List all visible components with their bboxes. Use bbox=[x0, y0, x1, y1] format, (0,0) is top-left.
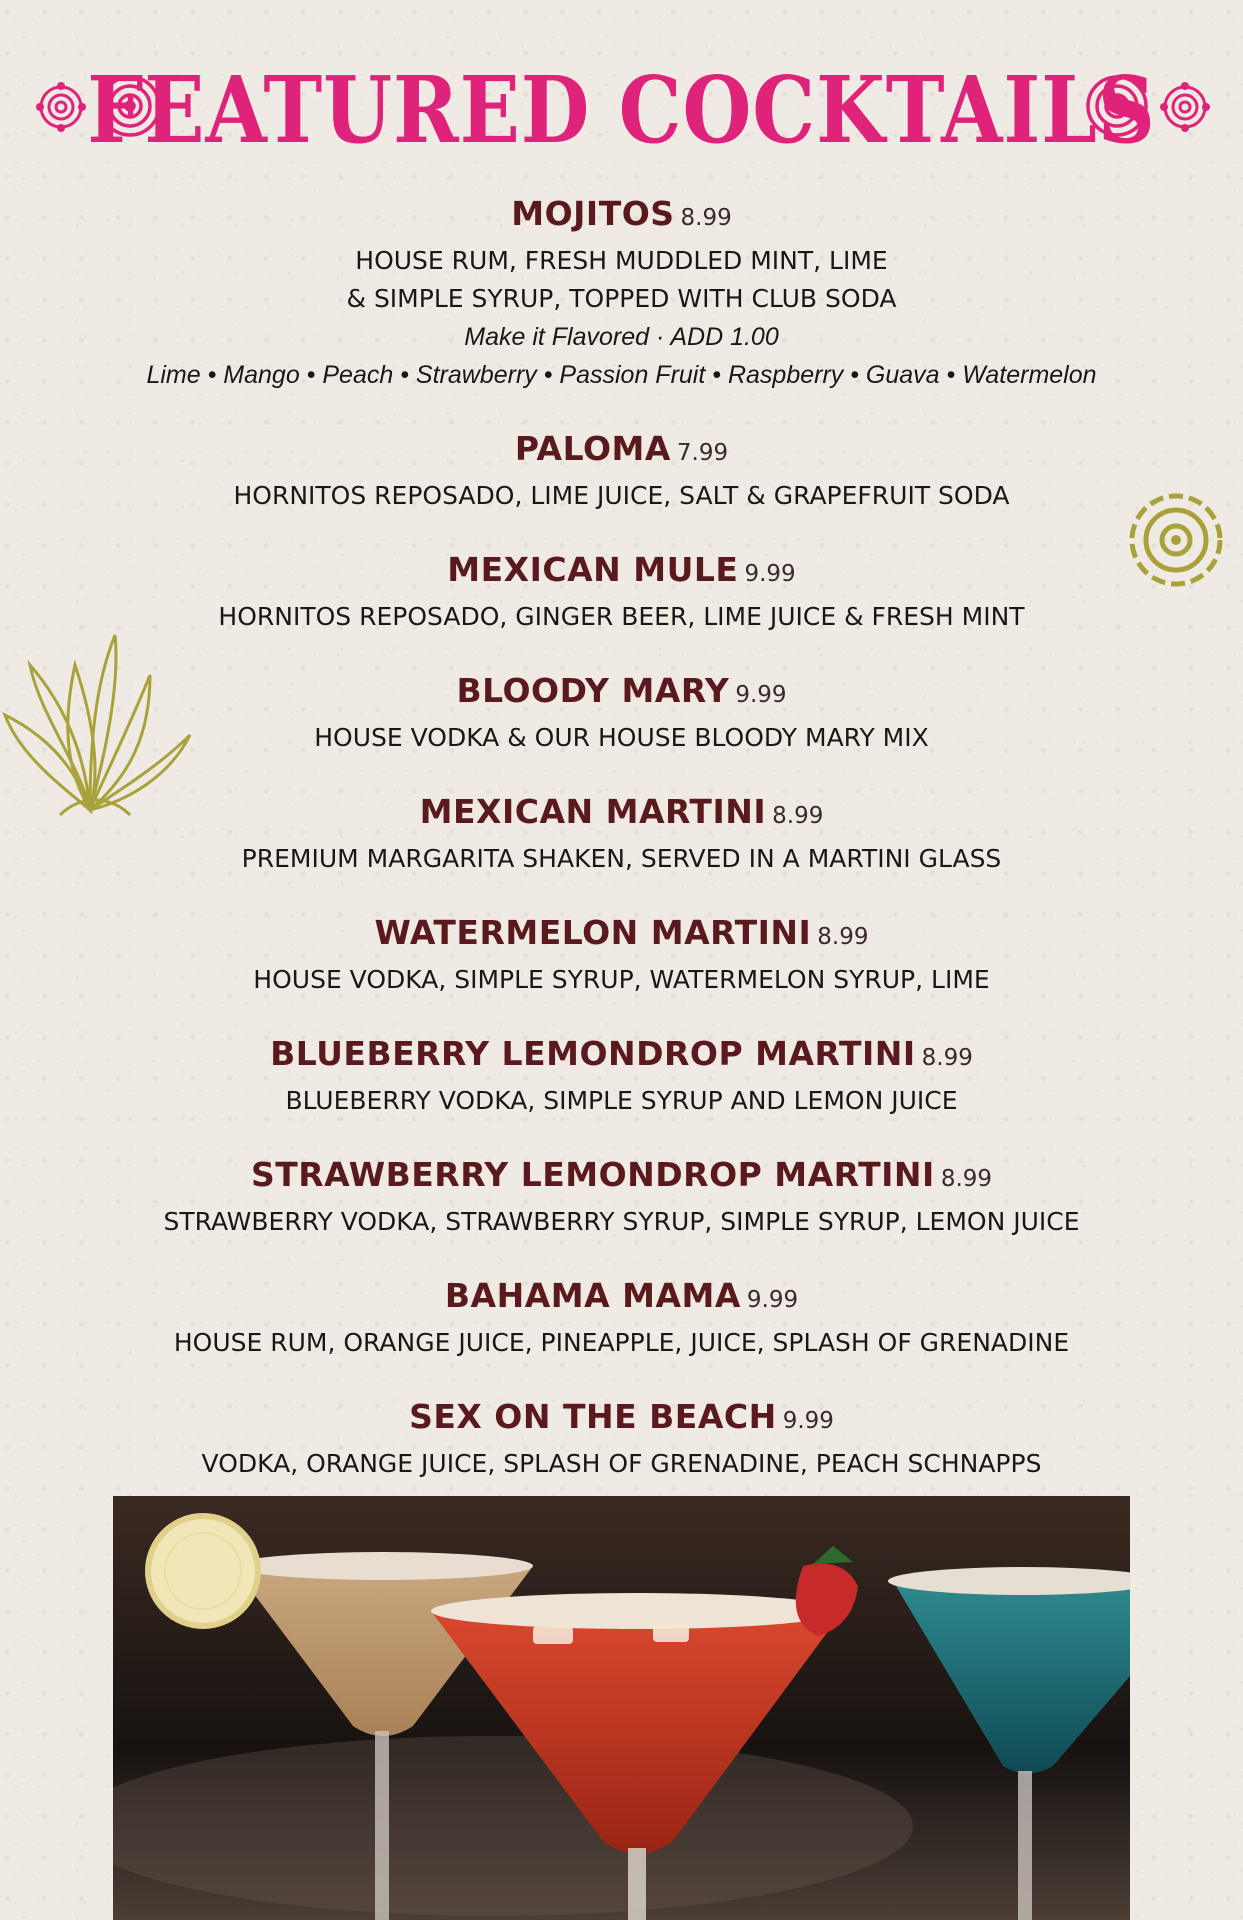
item-name: SEX ON THE BEACH bbox=[409, 1397, 777, 1436]
item-description: VODKA, ORANGE JUICE, SPLASH OF GRENADINE, PEACH SCHNAPPS bbox=[201, 1449, 1042, 1478]
flower-icon bbox=[1160, 82, 1210, 132]
item-description: HORNITOS REPOSADO, GINGER BEER, LIME JUICE & FRESH MINT bbox=[218, 602, 1025, 631]
flower-icon bbox=[1083, 72, 1151, 140]
item-price: 9.99 bbox=[746, 1287, 799, 1313]
item-description: HOUSE RUM, FRESH MUDDLED MINT, LIME & SIMPLE SYRUP, TOPPED WITH CLUB SODA bbox=[346, 246, 897, 313]
menu-item bbox=[0, 427, 1243, 515]
item-price: 8.99 bbox=[817, 924, 869, 950]
item-price: 9.99 bbox=[744, 561, 796, 587]
item-name: PALOMA bbox=[514, 429, 671, 468]
menu-item bbox=[0, 1274, 1243, 1362]
item-price: 8.99 bbox=[940, 1166, 993, 1192]
item-name: MOJITOS bbox=[511, 194, 675, 233]
item-price: 8.99 bbox=[772, 803, 824, 829]
menu-item bbox=[0, 548, 1243, 636]
cocktail-menu bbox=[0, 192, 1243, 1516]
item-description: STRAWBERRY VODKA, STRAWBERRY SYRUP, SIMPLE SYRUP, LEMON JUICE bbox=[163, 1207, 1080, 1236]
item-name: MEXICAN MULE bbox=[447, 550, 739, 589]
flower-icon bbox=[36, 82, 86, 132]
flavor-note: Make it Flavored · ADD 1.00 bbox=[464, 323, 779, 351]
menu-item bbox=[0, 669, 1243, 757]
item-price: 8.99 bbox=[921, 1045, 973, 1071]
page-title: FEATURED COCKTAILS bbox=[87, 56, 1156, 164]
menu-item bbox=[0, 1395, 1243, 1483]
item-price: 9.99 bbox=[735, 682, 787, 708]
item-name: BLUEBERRY LEMONDROP MARTINI bbox=[270, 1034, 916, 1073]
menu-item bbox=[0, 1153, 1243, 1241]
item-name: MEXICAN MARTINI bbox=[419, 792, 767, 831]
item-name: BAHAMA MAMA bbox=[444, 1276, 741, 1315]
title-row bbox=[0, 50, 1243, 170]
menu-item bbox=[0, 790, 1243, 878]
item-description: BLUEBERRY VODKA, SIMPLE SYRUP AND LEMON JUICE bbox=[285, 1086, 958, 1115]
item-name: STRAWBERRY LEMONDROP MARTINI bbox=[250, 1155, 935, 1194]
item-price: 8.99 bbox=[680, 205, 732, 231]
item-name: BLOODY MARY bbox=[456, 671, 730, 710]
menu-item bbox=[0, 911, 1243, 999]
item-name: WATERMELON MARTINI bbox=[374, 913, 812, 952]
flower-icon bbox=[96, 72, 164, 140]
item-description: HOUSE RUM, ORANGE JUICE, PINEAPPLE, JUICE, SPLASH OF GRENADINE bbox=[173, 1328, 1070, 1357]
menu-item bbox=[0, 1032, 1243, 1120]
flavor-list: Lime • Mango • Peach • Strawberry • Passion Fruit • Raspberry • Guava • Watermelon bbox=[146, 361, 1097, 389]
cocktail-glasses-photo bbox=[113, 1496, 1130, 1920]
item-description: PREMIUM MARGARITA SHAKEN, SERVED IN A MARTINI GLASS bbox=[241, 844, 1002, 873]
item-description: HOUSE VODKA & OUR HOUSE BLOODY MARY MIX bbox=[314, 723, 929, 752]
item-description: HOUSE VODKA, SIMPLE SYRUP, WATERMELON SYRUP, LIME bbox=[253, 965, 990, 994]
menu-item bbox=[0, 192, 1243, 394]
item-price: 9.99 bbox=[782, 1408, 834, 1434]
item-description: HORNITOS REPOSADO, LIME JUICE, SALT & GRAPEFRUIT SODA bbox=[233, 481, 1010, 510]
item-price: 7.99 bbox=[676, 440, 729, 466]
